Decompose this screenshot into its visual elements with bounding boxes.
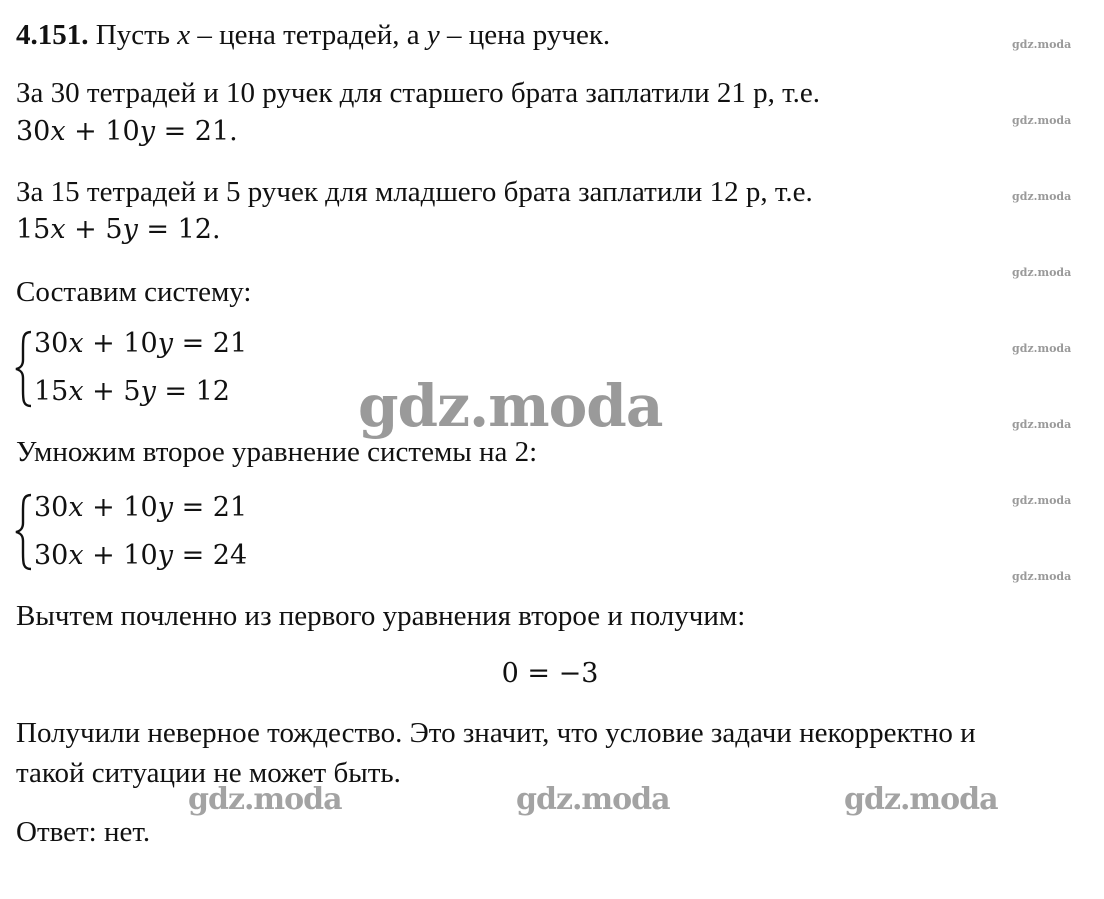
paragraph-older-brother: За 30 тетрадей и 10 ручек для старшего брата заплатили 21 р, т.е. [16,77,821,109]
multiply-text: Умножим второе уравнение системы на 2: [16,436,538,468]
eq-part: 15 [16,214,51,245]
system1-row1 [34,327,247,361]
watermark-small: gdz.moda [1012,38,1072,51]
watermark-large: gdz.moda [358,372,663,440]
eq-var-y: y [139,116,156,147]
eq-part: = 21 [173,328,248,359]
system2-row2 [34,539,247,573]
eq-part: + 5 [83,376,141,407]
eq-part: 30 [16,116,51,147]
eq-part: = 21. [155,116,238,147]
eq-part: 30 [34,492,69,523]
eq-part: + 10 [83,540,158,571]
paragraph-younger-brother: За 15 тетрадей и 5 ручек для младшего брата заплатили 12 р, т.е. [16,176,813,208]
intro-text-1: Пусть [95,19,178,51]
eq-var-y: y [122,214,138,245]
system-brace-2 [14,493,34,571]
equation-older-brother [16,115,238,149]
watermark-small: gdz.moda [1012,418,1072,431]
watermark-small: gdz.moda [1012,570,1072,583]
answer-text: Ответ: нет. [16,816,151,848]
variable-x: x [177,19,191,51]
eq-var-y: y [157,328,174,359]
eq-part: + 10 [83,328,158,359]
eq-part: 30 [34,540,69,571]
watermark-bottom: gdz.moda [844,782,998,817]
eq-part: 15 [34,376,69,407]
eq-var-x: x [50,214,66,245]
eq-var-x: x [68,376,84,407]
conclusion-line-2: такой ситуации не может быть. [16,757,401,789]
watermark-small: gdz.moda [1012,190,1072,203]
eq-part: = 24 [173,540,248,571]
eq-var-y: y [140,376,156,407]
eq-part: = 12 [155,376,230,407]
problem-number: 4.151. [16,19,89,51]
eq-var-y: y [157,540,174,571]
watermark-bottom: gdz.moda [188,782,342,817]
eq-var-x: x [68,540,84,571]
eq-part: = 21 [173,492,248,523]
eq-var-y: y [157,492,174,523]
eq-var-x: x [68,492,84,523]
result-equation: 0 = −3 [501,658,599,689]
compose-system-text: Составим систему: [16,276,252,308]
system-brace-1 [14,330,34,408]
conclusion-line-1: Получили неверное тождество. Это значит, что условие задачи некорректно и [16,717,976,749]
eq-part: + 10 [65,116,140,147]
subtract-text: Вычтем почленно из первого уравнения второе и получим: [16,600,746,632]
equation-younger-brother [16,213,221,247]
watermark-small: gdz.moda [1012,266,1072,279]
watermark-small: gdz.moda [1012,114,1072,127]
eq-part: 30 [34,328,69,359]
watermark-small: gdz.moda [1012,342,1072,355]
intro-text-3: – цена ручек. [439,19,611,51]
eq-part: = 12. [137,214,221,245]
problem-statement [16,18,610,52]
variable-y: y [426,19,440,51]
eq-var-x: x [50,116,66,147]
eq-part: + 5 [65,214,123,245]
system1-row2 [34,375,230,409]
watermark-bottom: gdz.moda [516,782,670,817]
eq-var-x: x [68,328,84,359]
system2-row1 [34,491,247,525]
eq-part: + 10 [83,492,158,523]
intro-text-2: – цена тетрадей, а [190,19,427,51]
watermark-small: gdz.moda [1012,494,1072,507]
